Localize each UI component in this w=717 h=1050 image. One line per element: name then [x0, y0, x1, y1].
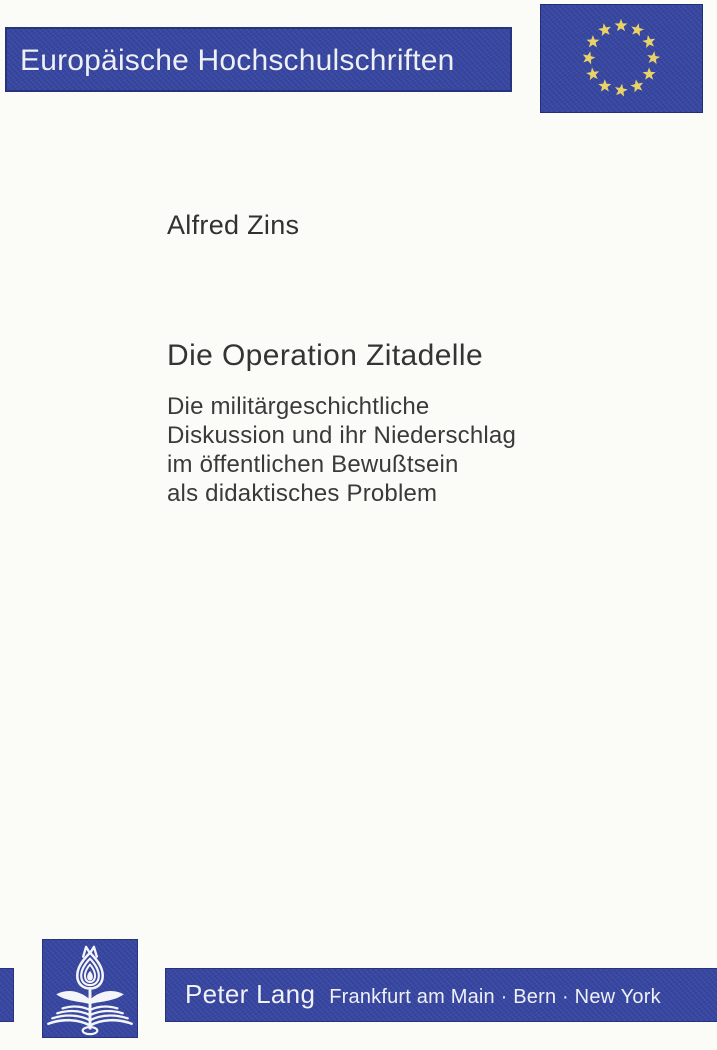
- publisher-name: Peter Lang: [185, 979, 316, 1009]
- publisher-cities: Frankfurt am Main · Bern · New York: [329, 986, 661, 1008]
- subtitle-line: Diskussion und ihr Niederschlag: [167, 422, 517, 449]
- series-banner: [5, 27, 512, 92]
- publisher-logo: [42, 939, 138, 1038]
- series-title: Europäische Hochschulschriften: [20, 44, 455, 77]
- book-subtitle: [167, 392, 516, 508]
- book-and-tulip-icon: [43, 940, 137, 1037]
- publisher-banner: [165, 968, 717, 1022]
- eu-flag: [540, 4, 703, 113]
- eu-stars-icon: [541, 5, 702, 112]
- subtitle-line: im öffentlichen Bewußtsein: [167, 451, 459, 478]
- book-title: Die Operation Zitadelle: [167, 339, 484, 372]
- subtitle-line: Die militärgeschichtliche: [167, 393, 430, 420]
- author-name: Alfred Zins: [167, 210, 300, 240]
- subtitle-line: als didaktisches Problem: [167, 480, 438, 507]
- left-edge-band: [0, 968, 14, 1022]
